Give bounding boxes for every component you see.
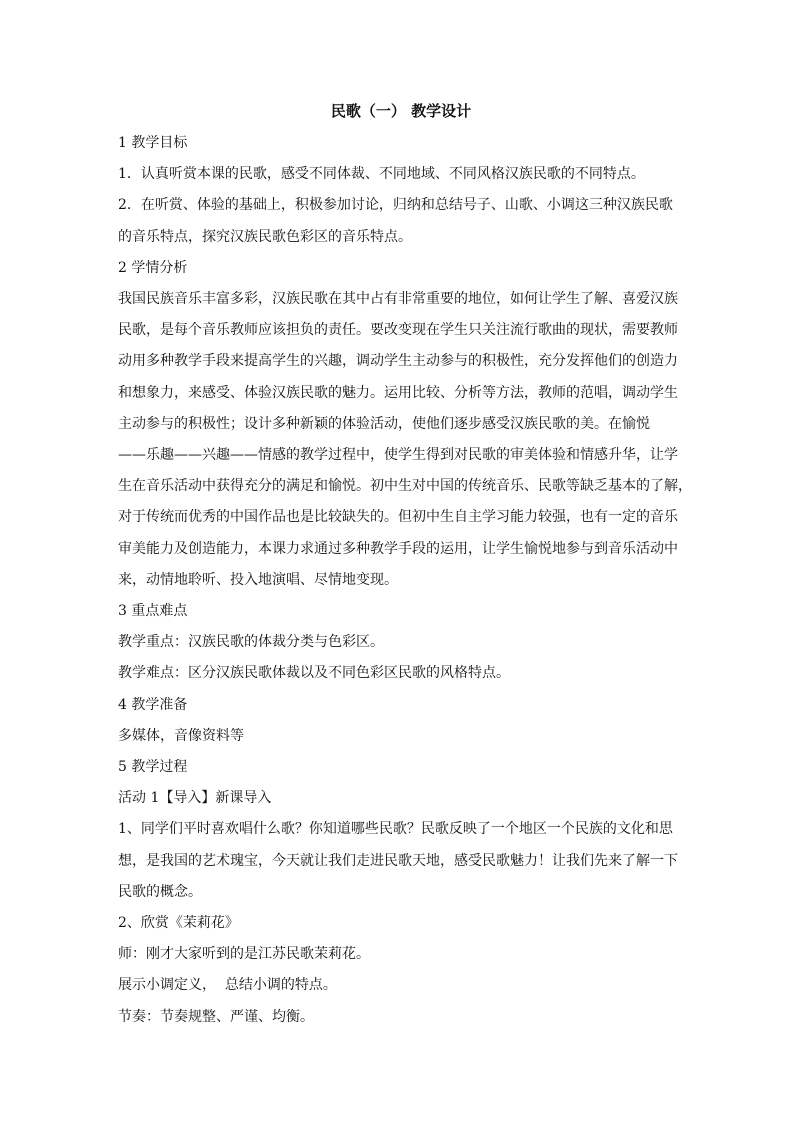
analysis-line: ——乐趣——兴趣——情感的教学过程中，使学生得到对民歌的审美体验和情感升华，让学 [118,447,678,464]
analysis-line: 主动参与的积极性；设计多种新颖的体验活动，使他们逐步感受汉族民歌的美。在愉悦 [118,415,650,432]
define-line: 展示小调定义， 总结小调的特点。 [118,977,337,994]
document-title: 民歌（一） 教学设计 [330,102,472,120]
appreciate-heading: 2、欣赏《茉莉花》 [118,915,239,932]
process-heading: 5 教学过程 [118,759,188,776]
objective-2 [118,190,684,252]
analysis-line: 民歌，是每个音乐教师应该担负的责任。要改变现在学生只关注流行歌曲的现状，需要教师 [118,322,678,339]
teaching-keypoint: 教学重点：汉族民歌的体裁分类与色彩区。 [118,634,384,651]
rhythm-line: 节奏：节奏规整、严谨、均衡。 [118,1008,314,1025]
activity-1-heading: 活动 1【导入】新课导入 [118,790,272,807]
keypoints-heading: 3 重点难点 [118,603,188,620]
objective-2-line: 的音乐特点，探究汉族民歌色彩区的音乐特点。 [118,228,412,245]
analysis-line: 生在音乐活动中获得充分的满足和愉悦。初中生对中国的传统音乐、民歌等缺乏基本的了解， [118,478,692,495]
teaching-difficulty: 教学难点：区分汉族民歌体裁以及不同色彩区民歌的风格特点。 [118,665,510,682]
analysis-paragraph [118,284,692,596]
prep-heading: 4 教学准备 [118,696,188,713]
analysis-line: 对于传统而优秀的中国作品也是比较缺失的。但初中生自主学习能力较强，也有一定的音乐 [118,509,678,526]
analysis-line: 动用多种教学手段来提高学生的兴趣，调动学生主动参与的积极性，充分发挥他们的创造力 [118,353,678,370]
analysis-line: 审美能力及创造能力，本课力求通过多种教学手段的运用，让学生愉悦地参与到音乐活动中 [118,540,678,557]
objectives-heading: 1 教学目标 [118,135,188,151]
intro-line: 民歌的概念。 [118,883,202,900]
intro-line: 1、同学们平时喜欢唱什么歌？你知道哪些民歌？民歌反映了一个地区一个民族的文化和思 [118,821,673,838]
document-page [118,100,692,1033]
analysis-heading: 2 学情分析 [118,259,188,276]
analysis-line: 我国民族音乐丰富多彩，汉族民歌在其中占有非常重要的地位，如何让学生了解、喜爱汉族 [118,291,678,308]
intro-line: 想，是我国的艺术瑰宝，今天就让我们走进民歌天地，感受民歌魅力！让我们先来了解一下 [118,852,678,869]
objective-1: 1．认真听赏本课的民歌，感受不同体裁、不同地域、不同风格汉族民歌的不同特点。 [118,166,645,183]
teacher-line: 师：刚才大家听到的是江苏民歌茉莉花。 [118,946,370,963]
analysis-line: 和想象力，来感受、体验汉族民歌的魅力。运用比较、分析等方法，教师的范唱，调动学生 [118,384,678,401]
prep-text: 多媒体，音像资料等 [118,727,244,744]
objective-2-line: 2．在听赏、体验的基础上，积极参加讨论，归纳和总结号子、山歌、小调这三种汉族民歌 [118,197,673,214]
intro-paragraph [118,814,684,908]
analysis-line: 来，动情地聆听、投入地演唱、尽情地变现。 [118,571,398,588]
